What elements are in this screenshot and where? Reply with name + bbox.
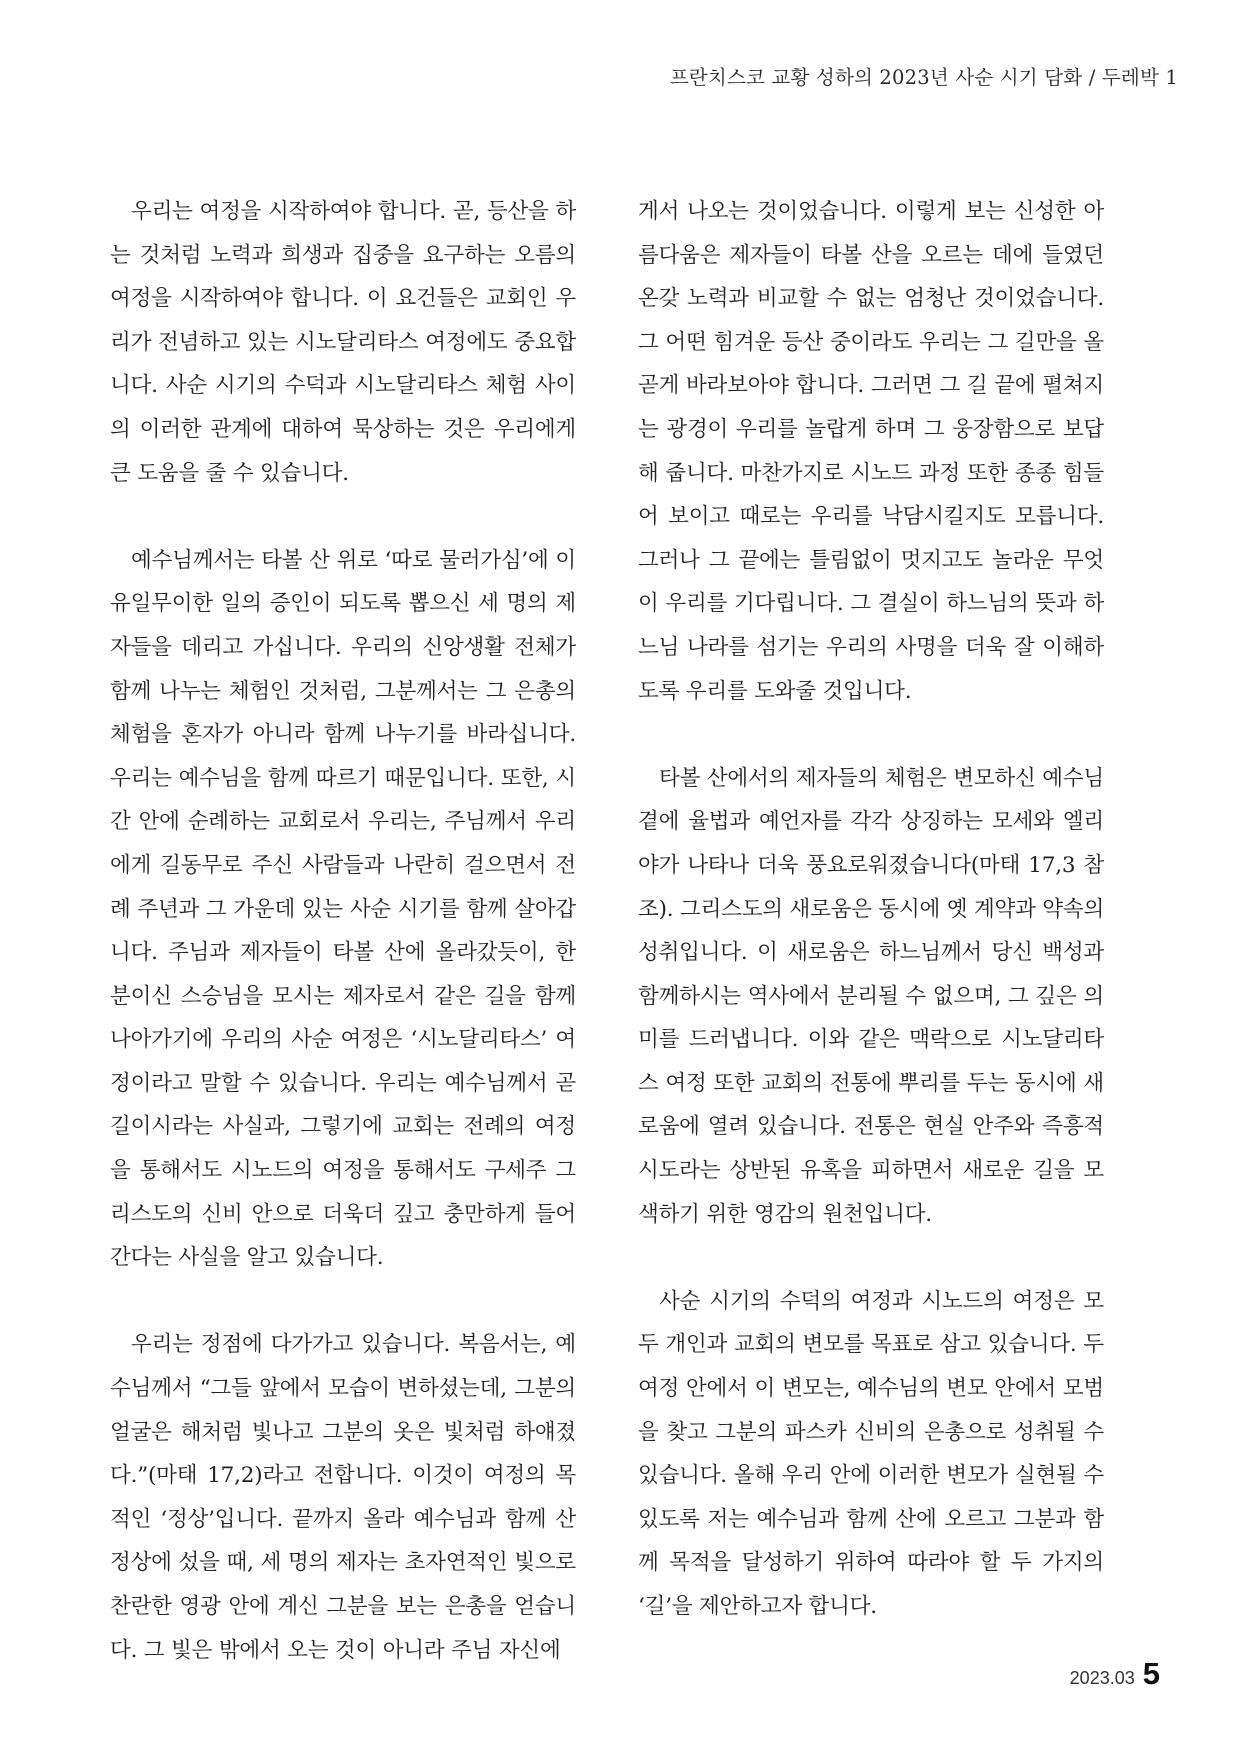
page-number: 5 <box>1142 1656 1160 1691</box>
paragraph: 사순 시기의 수덕의 여정과 시노드의 여정은 모두 개인과 교회의 변모를 목표로 삼고 있습니다. 두 여정 안에서 이 변모는, 예수님의 변모 안에서 모범을 찾고 그분의 파스카 신비의 은총으로 성취될 수 있습니다. 올해 우리 안에 이러한 변모가 실현될 수 있도록 저는 예수님과 함께 산에 오르고 그분과 함께 목적을 달성하기 위하여 따라야 할 두 가지의 ‘길’을 제안하고자 합니다. <box>638 1288 1104 1619</box>
paragraph: 우리는 여정을 시작하여야 합니다. 곧, 등산을 하는 것처럼 노력과 희생과 집중을 요구하는 오름의 여정을 시작하여야 합니다. 이 요건들은 교회인 우리가 전념하고 있는 시노달리타스 여정에도 중요합니다. 사순 시기의 수덕과 시노달리타스 체험 사이의 이러한 관계에 대하여 묵상하는 것은 우리에게 큰 도움을 줄 수 있습니다. <box>110 199 576 486</box>
paragraph: 우리는 정점에 다가가고 있습니다. 복음서는, 예수님께서 “그들 앞에서 모습이 변하셨는데, 그분의 얼굴은 해처럼 빛나고 그분의 옷은 빛처럼 하얘졌다.”(마태 17,2)라고 전합니다. 이것이 여정의 목적인 ‘정상’입니다. 끝까지 올라 예수님과 함께 산 정상에 섰을 때, 세 명의 제자는 초자연적인 빛으로 찬란한 영광 안에 계신 그분을 보는 은총을 얻습니다. 그 빛은 밖에서 오는 것이 아니라 주님 자신에 <box>110 1332 576 1663</box>
paragraph: 예수님께서는 타볼 산 위로 ‘따로 물러가심’에 이 유일무이한 일의 증인이 되도록 뽑으신 세 명의 제자들을 데리고 가십니다. 우리의 신앙생활 전체가 함께 나누는 체험인 것처럼, 그분께서는 그 은총의 체험을 혼자가 아니라 함께 나누기를 바라십니다. 우리는 예수님을 함께 따르기 때문입니다. 또한, 시간 안에 순례하는 교회로서 우리는, 주님께서 우리에게 길동무로 주신 사람들과 나란히 걸으면서 전례 주년과 그 가운데 있는 사순 시기를 함께 살아갑니다. 주님과 제자들이 타볼 산에 올라갔듯이, 한 분이신 스승님을 모시는 제자로서 같은 길을 함께 나아가기에 우리의 사순 여정은 ‘시노달리타스’ 여정이라고 말할 수 있습니다. 우리는 예수님께서 곧 길이시라는 사실과, 그렇기에 교회는 전례의 여정을 통해서도 시노드의 여정을 통해서도 구세주 그리스도의 신비 안으로 더욱더 깊고 충만하게 들어간다는 사실을 알고 있습니다. <box>110 547 577 1271</box>
right-column <box>638 190 1104 1672</box>
issue-date: 2023.03 <box>1069 1668 1135 1688</box>
page-footer <box>1070 1656 1160 1692</box>
paragraph-continued: 게서 나오는 것이었습니다. 이렇게 보는 신성한 아름다움은 제자들이 타볼 산을 오르는 데에 들였던 온갖 노력과 비교할 수 없는 엄청난 것이었습니다. 그 어떤 힘겨운 등산 중이라도 우리는 그 길만을 올곧게 바라보아야 합니다. 그러면 그 길 끝에 펼쳐지는 광경이 우리를 놀랍게 하며 그 웅장함으로 보답해 줍니다. 마찬가지로 시노드 과정 또한 종종 힘들어 보이고 때로는 우리를 낙담시킬지도 모릅니다. 그러나 그 끝에는 틀림없이 멋지고도 놀라운 무엇이 우리를 기다립니다. 그 결실이 하느님의 뜻과 하느님 나라를 섬기는 우리의 사명을 더욱 잘 이해하도록 우리를 도와줄 것입니다. <box>638 199 1104 704</box>
paragraph: 타볼 산에서의 제자들의 체험은 변모하신 예수님 곁에 율법과 예언자를 각각 상징하는 모세와 엘리야가 나타나 더욱 풍요로워졌습니다(마태 17,3 참조). 그리스도의 새로움은 동시에 옛 계약과 약속의 성취입니다. 이 새로움은 하느님께서 당신 백성과 함께하시는 역사에서 분리될 수 없으며, 그 깊은 의미를 드러냅니다. 이와 같은 맥락으로 시노달리타스 여정 또한 교회의 전통에 뿌리를 두는 동시에 새로움에 열려 있습니다. 전통은 현실 안주와 즉흥적 시도라는 상반된 유혹을 피하면서 새로운 길을 모색하기 위한 영감의 원천입니다. <box>638 765 1105 1227</box>
left-column <box>110 190 576 1716</box>
running-header: 프란치스코 교황 성하의 2023년 사순 시기 담화 / 두레박 1 <box>669 66 1178 89</box>
